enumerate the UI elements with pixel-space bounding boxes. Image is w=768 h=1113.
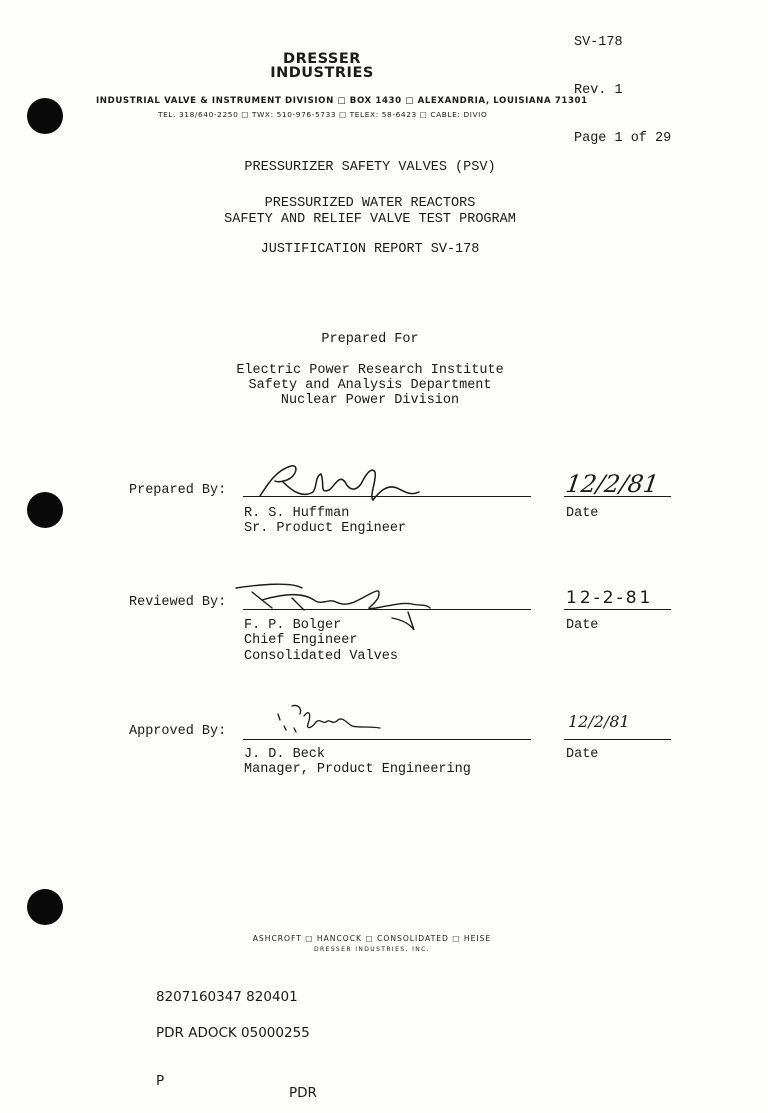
company-logo: [262, 52, 382, 80]
prepared-date-label: Date: [566, 506, 599, 521]
telephone: TEL. 318/640-2250: [158, 110, 239, 119]
doc-ref-block: [574, 3, 671, 163]
reviewed-by-name: F. P. Bolger: [244, 618, 342, 633]
pdr-stamp: [156, 967, 317, 1101]
doc-page: Page 1 of 29: [574, 131, 672, 146]
beck-signature: [268, 702, 388, 743]
punch-hole-top: [27, 98, 63, 134]
huffman-signature: [255, 462, 425, 509]
footer-company: DRESSER INDUSTRIES, INC.: [313, 946, 431, 953]
approved-by-title: Manager, Product Engineering: [244, 762, 471, 777]
letterhead-address: [96, 96, 656, 106]
city-address: ALEXANDRIA, LOUISIANA 71301: [417, 96, 588, 106]
title-test-program: SAFETY AND RELIEF VALVE TEST PROGRAM: [224, 212, 516, 227]
prepared-for-dept: Safety and Analysis Department: [248, 378, 492, 393]
title-psv: PRESSURIZER SAFETY VALVES (PSV): [244, 160, 496, 175]
prepared-by-title: Sr. Product Engineer: [244, 521, 407, 536]
approved-by-label: Approved By:: [129, 724, 227, 739]
prepared-for-division: Nuclear Power Division: [280, 393, 460, 408]
separator-box-icon: □: [337, 96, 347, 106]
company-name-line2: INDUSTRIES: [270, 65, 374, 81]
punch-hole-middle: [27, 492, 63, 528]
telex: TELEX: 58-6423: [349, 110, 417, 119]
po-box: BOX 1430: [349, 96, 402, 106]
reviewed-date-handwritten: 12-2-81: [566, 588, 654, 608]
cable: CABLE: DIVIO: [430, 110, 488, 119]
approved-by-name: J. D. Beck: [244, 747, 326, 762]
prepared-date-line: [564, 496, 671, 497]
doc-revision: Rev. 1: [574, 83, 623, 98]
stamp-line-3-right: PDR: [289, 1085, 317, 1101]
prepared-for-label: Prepared For: [321, 332, 419, 347]
prepared-for-org: Electric Power Research Institute: [236, 363, 504, 378]
stamp-line-2: PDR ADOCK 05000255: [156, 1025, 310, 1041]
approved-date-label: Date: [566, 747, 599, 762]
title-pwr: PRESSURIZED WATER REACTORS: [264, 196, 476, 211]
stamp-line-3-left: P: [156, 1073, 165, 1089]
reviewed-by-label: Reviewed By:: [129, 595, 227, 610]
reviewed-date-line: [564, 609, 671, 610]
separator-box-icon: □: [419, 110, 428, 119]
prepared-date-handwritten: 12/2/81: [564, 470, 661, 498]
title-justification: JUSTIFICATION REPORT SV-178: [260, 242, 480, 257]
company-name-line1: DRESSER: [283, 51, 361, 67]
prepared-by-label: Prepared By:: [129, 483, 227, 498]
letterhead-contacts: [158, 110, 598, 119]
stamp-line-1: 8207160347 820401: [156, 989, 298, 1005]
stamp-line-3: [156, 1063, 317, 1101]
reviewed-by-title-2: Consolidated Valves: [244, 649, 398, 664]
reviewed-date-label: Date: [566, 618, 599, 633]
reviewed-by-title-1: Chief Engineer: [244, 633, 358, 648]
punch-hole-bottom: [27, 889, 63, 925]
separator-box-icon: □: [241, 110, 249, 119]
prepared-by-name: R. S. Huffman: [244, 506, 350, 521]
doc-number: SV-178: [574, 35, 623, 50]
approved-date-line: [564, 739, 671, 740]
footer-brands: ASHCROFT □ HANCOCK □ CONSOLIDATED □ HEISE: [252, 934, 492, 943]
approved-date-handwritten: 12/2/81: [568, 712, 630, 731]
twx: TWX: 510-976-5733: [251, 110, 337, 119]
separator-box-icon: □: [405, 96, 415, 106]
division-name: INDUSTRIAL VALVE & INSTRUMENT DIVISION: [96, 96, 334, 106]
separator-box-icon: □: [339, 110, 347, 119]
